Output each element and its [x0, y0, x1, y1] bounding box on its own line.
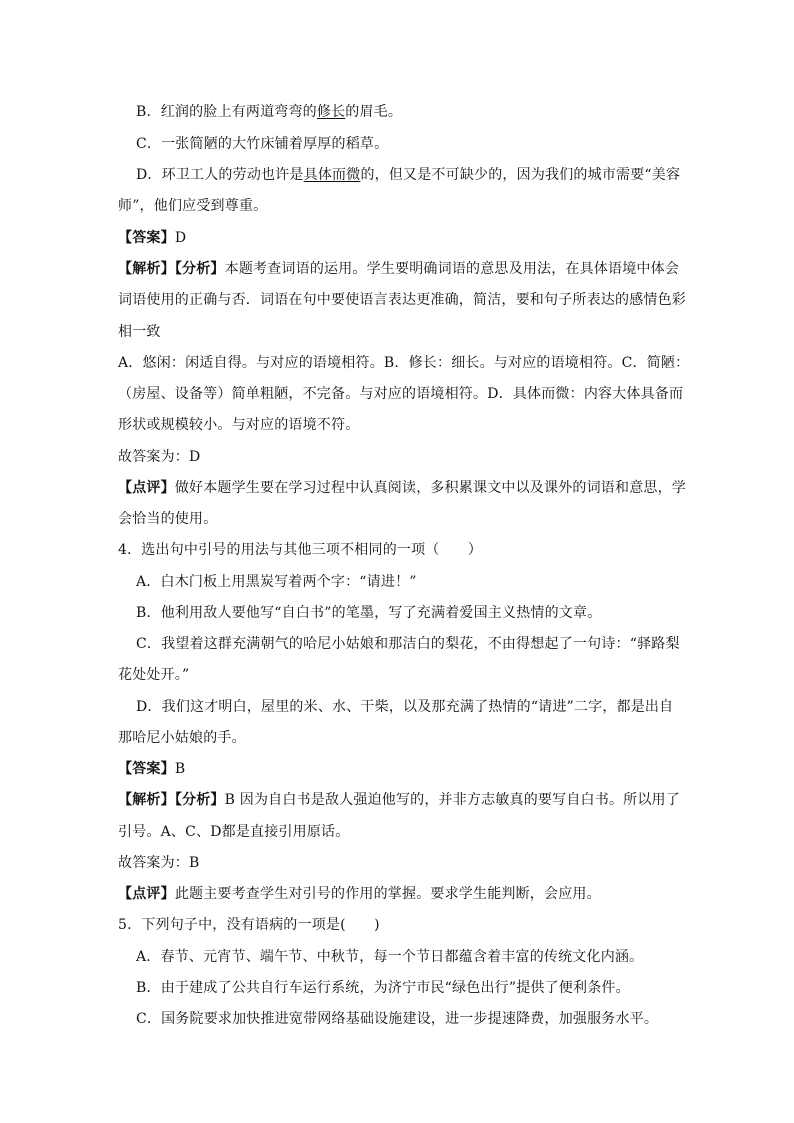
q3-answer [118, 228, 678, 248]
comment-tag: 【点评】 [118, 480, 175, 496]
answer-text: D [174, 230, 187, 246]
option-text: 的眉毛。 [345, 104, 403, 120]
q3-analysis-line: 相一致 [118, 324, 161, 340]
analysis-tag: 【解析】 [118, 792, 175, 808]
q4-final-answer: 故答案为：B [118, 855, 200, 871]
q4-option-c: C．我望着这群充满朝气的哈尼小姑娘和那洁白的梨花，不由得想起了一句诗：“驿路梨 [136, 636, 680, 652]
q4-comment [118, 884, 678, 904]
q3-option-d-cont: 师”，他们应受到尊重。 [118, 198, 268, 214]
analysis-subtag: 【分析】 [174, 792, 225, 808]
q4-analysis-line [118, 790, 678, 810]
q4-stem: 4．选出句中引号的用法与其他三项不相同的一项（ ） [118, 542, 483, 558]
q4-option-c-cont: 花处处开。” [118, 667, 190, 683]
analysis-text: B 因为自白书是敌人强迫他写的，并非方志敏真的要写自白书。所以用了 [224, 792, 680, 808]
answer-tag: 【答案】 [118, 230, 175, 246]
q3-analysis-line: 形状或规模较小。与对应的语境不符。 [118, 417, 360, 433]
analysis-text: 本题考查词语的运用。学生要明确词语的意思及用法，在具体语境中体会 [224, 261, 680, 277]
option-text: D．环卫工人的劳动也许是 [136, 167, 304, 183]
q3-comment-cont: 会恰当的使用。 [118, 511, 218, 527]
option-text: B．红润的脸上有两道弯弯的 [136, 104, 317, 120]
q5-option-c: C．国务院要求加快推进宽带网络基础设施建设，进一步提速降费，加强服务水平。 [136, 1011, 659, 1027]
comment-text: 做好本题学生要在学习过程中认真阅读，多积累课文中以及课外的词语和意思，学 [174, 480, 687, 496]
q4-option-d: D．我们这才明白，屋里的米、水、干柴，以及那充满了热情的“请进”二字，都是出自 [136, 699, 674, 715]
q5-option-a: A．春节、元宵节、端午节、中秋节，每一个节日都蕴含着丰富的传统文化内涵。 [136, 949, 644, 965]
q3-option-d [136, 165, 696, 185]
analysis-tag: 【解析】 [118, 261, 175, 277]
comment-tag: 【点评】 [118, 886, 175, 902]
q4-option-a: A．白木门板上用黑炭写着两个字：“请进！” [136, 574, 417, 590]
q4-answer [118, 759, 678, 779]
answer-text: B [174, 761, 186, 777]
q4-option-d-cont: 那哈尼小姑娘的手。 [118, 730, 246, 746]
option-text: 的，但又是不可缺少的，因为我们的城市需要“美容 [360, 167, 681, 183]
answer-tag: 【答案】 [118, 761, 175, 777]
q4-option-b: B．他利用敌人要他写“自白书”的笔墨，写了充满着爱国主义热情的文章。 [136, 605, 602, 621]
analysis-subtag: 【分析】 [174, 261, 225, 277]
q3-option-c: C．一张简陋的大竹床铺着厚厚的稻草。 [136, 136, 389, 152]
q3-analysis-line [118, 259, 678, 279]
underlined-word: 具体而微 [303, 167, 361, 183]
comment-text: 此题主要考查学生对引号的作用的掌握。要求学生能判断，会应用。 [174, 886, 601, 902]
q3-option-b [136, 102, 696, 122]
underlined-word: 修长 [316, 104, 346, 120]
q3-final-answer: 故答案为：D [118, 449, 201, 465]
q3-analysis-line: A．悠闲：闲适自得。与对应的语境相符。B．修长：细长。与对应的语境相符。C．简陋： [118, 355, 690, 371]
q5-option-b: B．由于建成了公共自行车运行系统，为济宁市民“绿色出行”提供了便利条件。 [136, 980, 630, 996]
q3-analysis-line: （房屋、设备等）简单粗陋，不完备。与对应的语境相符。D．具体而微：内容大体具备而 [118, 386, 684, 402]
q3-comment [118, 478, 687, 498]
q3-analysis-line: 词语使用的正确与否．词语在句中要使语言表达更准确，简洁，要和句子所表达的感情色彩 [118, 292, 686, 308]
q4-analysis-line: 引号。A、C、D都是直接引用原话。 [118, 824, 350, 840]
q5-stem: 5．下列句子中，没有语病的一项是( ) [118, 917, 380, 933]
